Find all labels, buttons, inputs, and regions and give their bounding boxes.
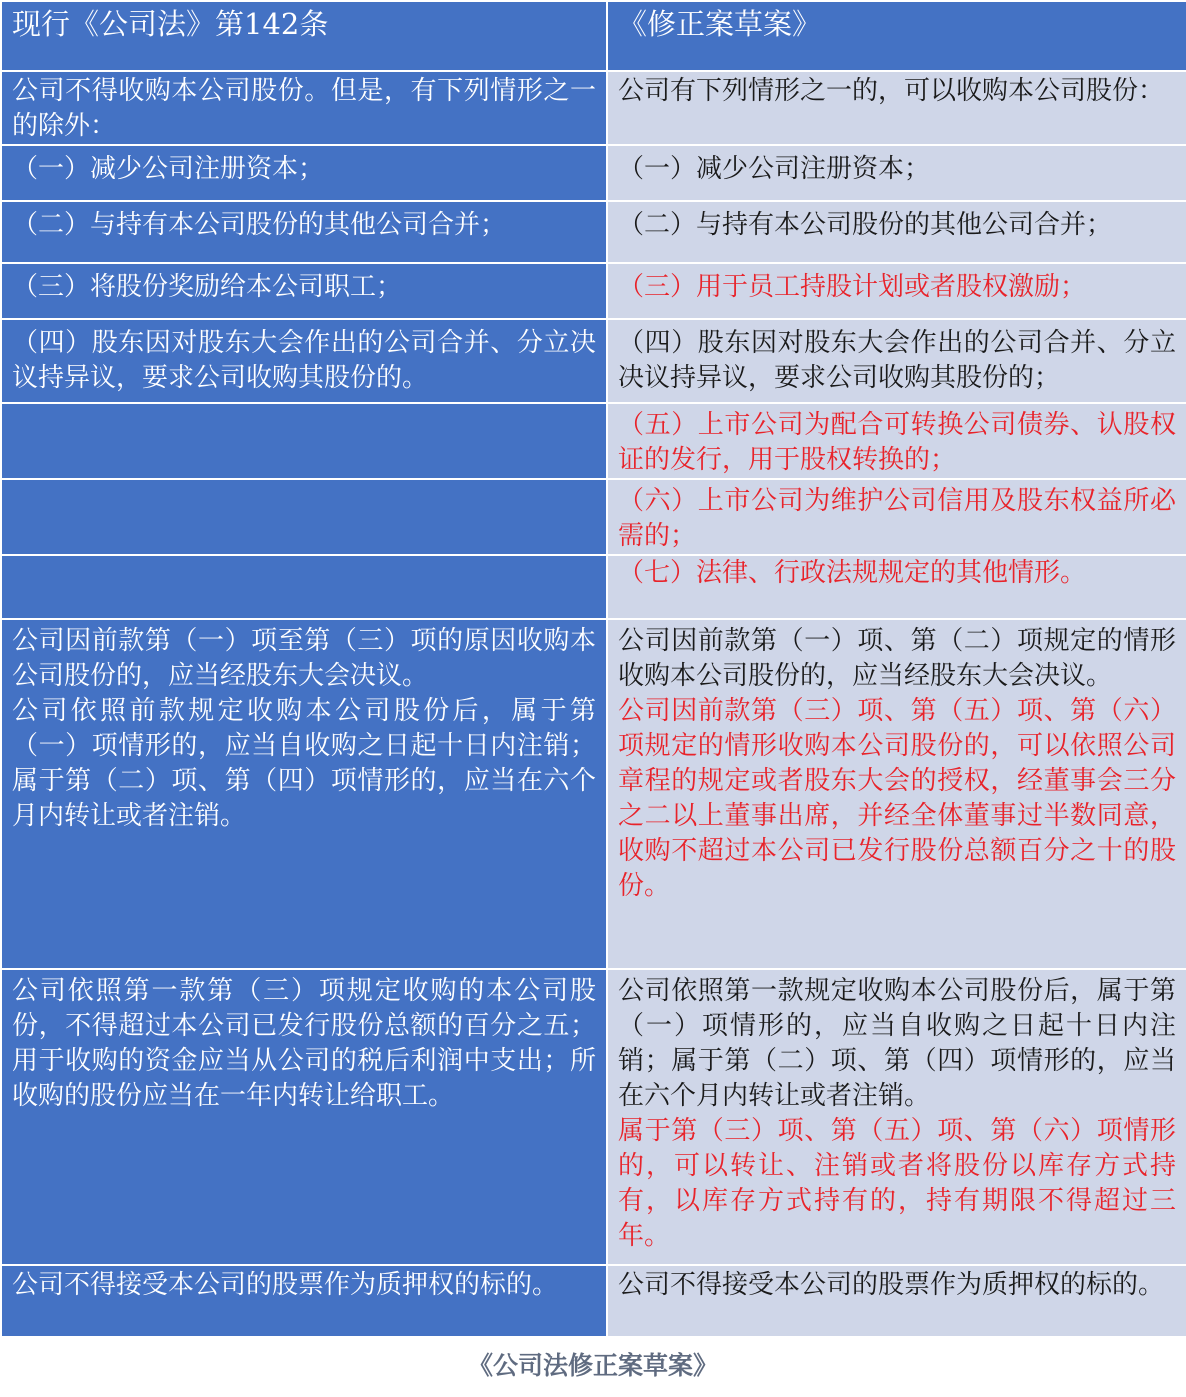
paragraph-changed: 属于第（三）项、第（五）项、第（六）项情形的，可以转让、注销或者将股份以库存方式持有，以库存方式持有的，持有期限不得超过三年。 [618, 1116, 1176, 1251]
table-row [1, 319, 1186, 403]
table-row [1, 403, 1186, 479]
cell-current-law-empty [1, 479, 607, 555]
header-current-law: 现行《公司法》第142条 [1, 1, 607, 71]
cell-draft-amendment: 公司有下列情形之一的，可以收购本公司股份： [607, 71, 1186, 145]
cell-current-law: 公司不得接受本公司的股票作为质押权的标的。 [1, 1265, 607, 1337]
table-row [1, 71, 1186, 145]
table-row [1, 263, 1186, 319]
cell-draft-amendment [607, 619, 1186, 969]
cell-current-law: （三）将股份奖励给本公司职工； [1, 263, 607, 319]
table-row [1, 479, 1186, 555]
cell-current-law: （二）与持有本公司股份的其他公司合并； [1, 201, 607, 263]
cell-draft-amendment-new: （六）上市公司为维护公司信用及股东权益所必需的； [607, 479, 1186, 555]
cell-draft-amendment-new: （七）法律、行政法规规定的其他情形。 [607, 555, 1186, 619]
cell-current-law: 公司依照第一款第（三）项规定收购的本公司股份，不得超过本公司已发行股份总额的百分之五；用于收购的资金应当从公司的税后利润中支出；所收购的股份应当在一年内转让给职工。 [1, 969, 607, 1265]
cell-draft-amendment-changed: （三）用于员工持股计划或者股权激励； [607, 263, 1186, 319]
cell-draft-amendment [607, 969, 1186, 1265]
table-row [1, 1265, 1186, 1337]
table-row [1, 555, 1186, 619]
cell-draft-amendment-new: （五）上市公司为配合可转换公司债券、认股权证的发行，用于股权转换的； [607, 403, 1186, 479]
cell-current-law: 公司不得收购本公司股份。但是，有下列情形之一的除外： [1, 71, 607, 145]
cell-current-law: （一）减少公司注册资本； [1, 145, 607, 201]
header-draft-amendment: 《修正案草案》 [607, 1, 1186, 71]
table-row [1, 969, 1186, 1265]
cell-draft-amendment: 公司不得接受本公司的股票作为质押权的标的。 [607, 1265, 1186, 1337]
cell-current-law [1, 619, 607, 969]
table-header-row [1, 1, 1186, 71]
paragraph: 公司因前款第（一）项、第（二）项规定的情形收购本公司股份的，应当经股东大会决议。 [618, 626, 1176, 691]
cell-current-law-empty [1, 555, 607, 619]
paragraph-changed: 公司因前款第（三）项、第（五）项、第（六）项规定的情形收购本公司股份的，可以依照公司章程的规定或者股东大会的授权，经董事会三分之二以上董事出席，并经全体董事过半数同意，收购不超过本公司已发行股份总额百分之十的股份。 [618, 696, 1176, 901]
cell-draft-amendment: （二）与持有本公司股份的其他公司合并； [607, 201, 1186, 263]
cell-current-law: （四）股东因对股东大会作出的公司合并、分立决议持异议，要求公司收购其股份的。 [1, 319, 607, 403]
paragraph: 公司依照第一款规定收购本公司股份后，属于第（一）项情形的，应当自收购之日起十日内注销；属于第（二）项、第（四）项情形的，应当在六个月内转让或者注销。 [618, 976, 1176, 1111]
paragraph: 公司因前款第（一）项至第（三）项的原因收购本公司股份的，应当经股东大会决议。 [12, 626, 596, 691]
paragraph: 公司依照前款规定收购本公司股份后，属于第（一）项情形的，应当自收购之日起十日内注销；属于第（二）项、第（四）项情形的，应当在六个月内转让或者注销。 [12, 696, 596, 831]
cell-draft-amendment: （四）股东因对股东大会作出的公司合并、分立决议持异议，要求公司收购其股份的； [607, 319, 1186, 403]
table-row [1, 145, 1186, 201]
cell-current-law-empty [1, 403, 607, 479]
figure-caption: 《公司法修正案草案》 [467, 1351, 718, 1380]
cell-draft-amendment: （一）减少公司注册资本； [607, 145, 1186, 201]
table-row [1, 201, 1186, 263]
table-row [1, 619, 1186, 969]
